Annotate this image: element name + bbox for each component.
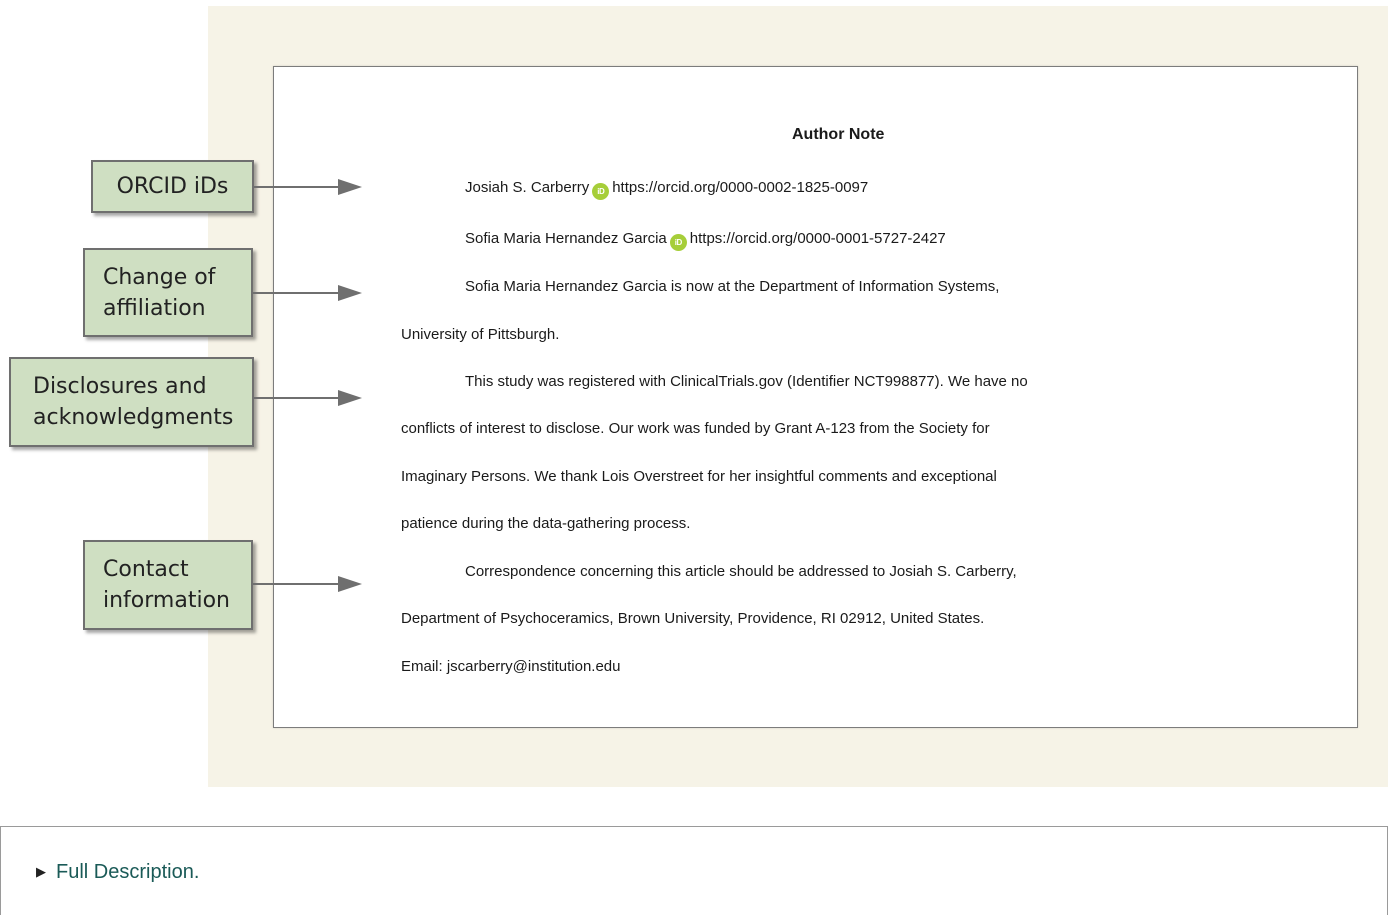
orcid-icon: iD (592, 183, 609, 200)
triangle-right-icon: ▶ (36, 864, 46, 879)
disclosure-line: This study was registered with ClinicalTrials.gov (Identifier NCT998877). We have no (465, 373, 1028, 390)
affiliation-line: Sofia Maria Hernandez Garcia is now at the Department of Information Systems, (465, 278, 1000, 295)
callout-label: Disclosures and (33, 374, 207, 399)
callout-orcid-ids (91, 160, 254, 213)
orcid-line-2 (465, 230, 946, 251)
affiliation-line: University of Pittsburgh. (401, 326, 560, 343)
author-note-page (273, 66, 1358, 728)
arrow-line (254, 397, 338, 399)
arrow-right-icon (338, 576, 362, 592)
disclosure-line: Imaginary Persons. We thank Lois Overstreet for her insightful comments and exceptional (401, 468, 997, 485)
arrow-right-icon (338, 285, 362, 301)
arrow-right-icon (338, 390, 362, 406)
callout-disclosures-and-acknowledgments (9, 357, 254, 447)
disclosure-line: patience during the data-gathering process. (401, 515, 691, 532)
contact-line: Correspondence concerning this article should be addressed to Josiah S. Carberry, (465, 563, 1017, 580)
callout-label: acknowledgments (33, 405, 234, 430)
callout-label: Contact (103, 557, 189, 582)
full-description-label: Full Description. (56, 861, 200, 883)
callout-contact-information (83, 540, 253, 630)
orcid-url[interactable]: https://orcid.org/0000-0001-5727-2427 (689, 230, 946, 247)
arrow-line (254, 186, 338, 188)
callout-change-of-affiliation (83, 248, 253, 337)
full-description-panel (0, 826, 1388, 915)
arrow-right-icon (338, 179, 362, 195)
disclosure-line: conflicts of interest to disclose. Our work was funded by Grant A-123 from the Society for (401, 420, 990, 437)
full-description-toggle[interactable] (36, 861, 199, 884)
callout-label: ORCID iDs (116, 174, 229, 199)
orcid-url[interactable]: https://orcid.org/0000-0002-1825-0097 (612, 179, 869, 196)
callout-label: Change of (103, 264, 216, 290)
contact-line: Email: jscarberry@institution.edu (401, 658, 621, 675)
arrow-line (253, 583, 338, 585)
callout-label: information (103, 588, 230, 613)
author-name: Josiah S. Carberry (465, 179, 590, 196)
callout-label: affiliation (103, 295, 206, 321)
orcid-icon: iD (670, 234, 687, 251)
contact-line: Department of Psychoceramics, Brown University, Providence, RI 02912, United States. (401, 610, 985, 627)
author-name: Sofia Maria Hernandez Garcia (465, 230, 667, 247)
document-title: Author Note (792, 126, 885, 143)
arrow-line (253, 292, 338, 294)
orcid-line-1 (465, 179, 868, 200)
